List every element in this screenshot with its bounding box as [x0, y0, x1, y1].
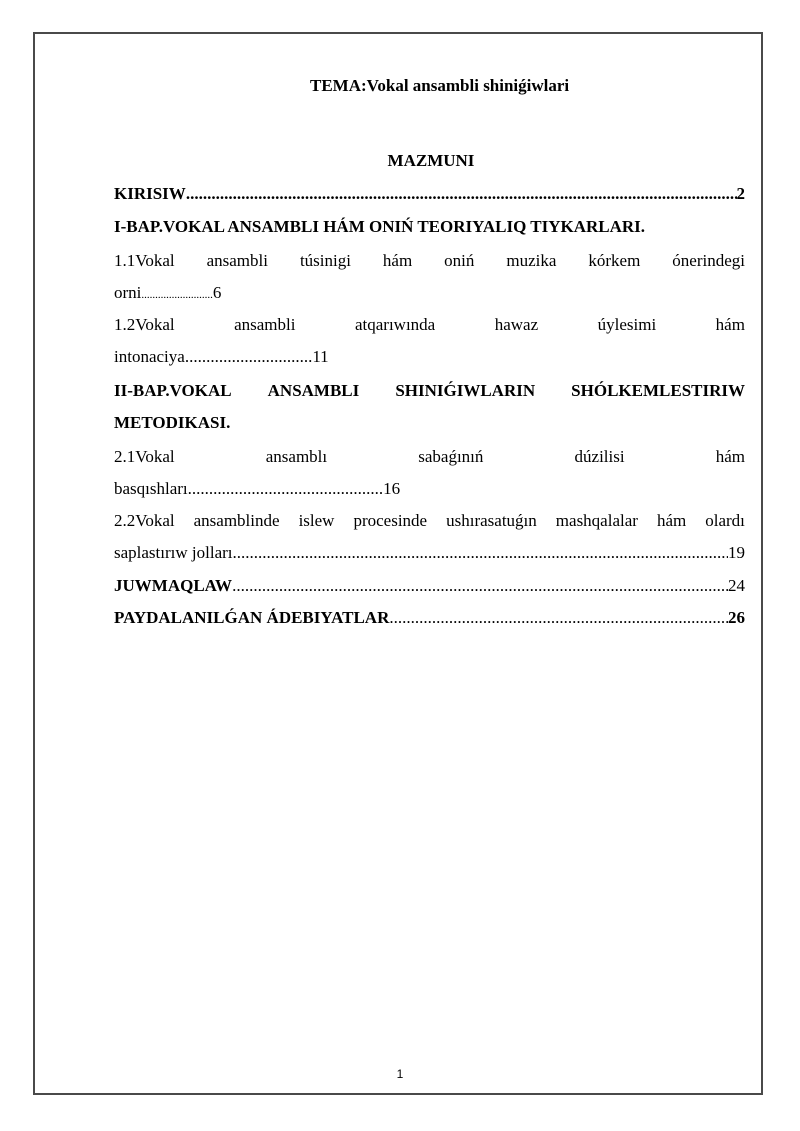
- toc-page-number: 26: [728, 608, 745, 627]
- toc-leader-dots: ..........................: [141, 289, 213, 301]
- word: sabaǵınıń: [418, 447, 484, 466]
- toc-entry-label: JUWMAQLAW: [114, 576, 233, 595]
- word: ushırasatuǵın: [446, 511, 537, 530]
- toc-entry-label: saplastırıw jolları: [114, 543, 233, 562]
- toc-page-number: 11: [312, 347, 329, 366]
- word: atqarıwında: [354, 315, 436, 334]
- toc-page-number: 16: [383, 479, 401, 498]
- toc-chapter-2-line2[interactable]: METODIKASI.: [114, 413, 231, 432]
- toc-entry-1-1-line1[interactable]: [114, 250, 745, 272]
- toc-leader-dots: ..............................: [184, 347, 313, 366]
- toc-entry-label: orni: [114, 283, 142, 302]
- word: mashqalalar: [555, 511, 638, 530]
- toc-heading: MAZMUNI: [387, 151, 475, 170]
- word: hám: [715, 315, 745, 334]
- word: hám: [715, 447, 745, 466]
- word: ansamblinde: [193, 511, 280, 530]
- toc-leader-dots: [389, 607, 728, 629]
- toc-page-number: 19: [728, 543, 745, 562]
- word: olardı: [705, 511, 745, 530]
- word: SHINIǴIWLARIN: [395, 381, 536, 400]
- toc-entry-label: KIRISIW: [114, 184, 186, 203]
- toc-entry-label: PAYDALANILǴAN ÁDEBIYATLAR: [114, 608, 390, 627]
- word: ónerindegi: [672, 251, 745, 270]
- toc-entry-2-1-line1[interactable]: [114, 446, 745, 468]
- toc-leader-dots: [186, 183, 737, 205]
- toc-entry-references[interactable]: [114, 607, 745, 629]
- word: oniń: [444, 251, 475, 270]
- word: muzika: [506, 251, 557, 270]
- word: hawaz: [494, 315, 539, 334]
- word: ansambli: [234, 315, 296, 334]
- word: procesinde: [353, 511, 428, 530]
- word: 2.2Vokal: [114, 511, 175, 530]
- toc-chapter-1[interactable]: I-BAP.VOKAL ANSAMBLI HÁM ONIŃ TEORIYALIQ TIYKARLARI.: [114, 217, 646, 236]
- toc-page-number: 2: [736, 184, 745, 203]
- toc-page-number: 6: [212, 283, 222, 302]
- toc-entry-conclusion[interactable]: [114, 575, 745, 597]
- toc-entry-intro[interactable]: [114, 183, 745, 205]
- word: úylesimi: [597, 315, 657, 334]
- page-number: 1: [396, 1067, 404, 1081]
- word: ansamblı: [265, 447, 328, 466]
- word: 1.2Vokal: [114, 315, 175, 334]
- word: túsinigi: [299, 251, 351, 270]
- toc-chapter-2-line1[interactable]: [114, 380, 745, 402]
- toc-leader-dots: [232, 575, 728, 597]
- toc-entry-1-2-line2[interactable]: [114, 346, 745, 368]
- word: 1.1Vokal: [114, 251, 175, 270]
- toc-entry-2-2-line2[interactable]: [114, 542, 745, 564]
- word: ansambli: [206, 251, 268, 270]
- word: ANSAMBLI: [267, 381, 360, 400]
- toc-leader-dots: ..............................................: [187, 479, 384, 498]
- toc-entry-label: intonaciya: [114, 347, 185, 366]
- word: hám: [382, 251, 413, 270]
- word: kórkem: [588, 251, 641, 270]
- word: dúzilisi: [574, 447, 625, 466]
- word: SHÓLKEMLESTIRIW: [571, 381, 745, 400]
- toc-leader-dots: [233, 542, 728, 564]
- word: islew: [298, 511, 335, 530]
- toc-entry-label: basqıshları: [114, 479, 188, 498]
- toc-page-number: 24: [728, 576, 745, 595]
- toc-entry-1-2-line1[interactable]: [114, 314, 745, 336]
- toc-entry-2-1-line2[interactable]: [114, 478, 745, 500]
- word: hám: [656, 511, 687, 530]
- document-title: TEMA:Vokal ansambli shiniǵiwlari: [310, 76, 570, 95]
- toc-entry-2-2-line1[interactable]: [114, 510, 745, 532]
- word: II-BAP.VOKAL: [114, 381, 232, 400]
- word: 2.1Vokal: [114, 447, 175, 466]
- toc-entry-1-1-line2[interactable]: [114, 282, 745, 306]
